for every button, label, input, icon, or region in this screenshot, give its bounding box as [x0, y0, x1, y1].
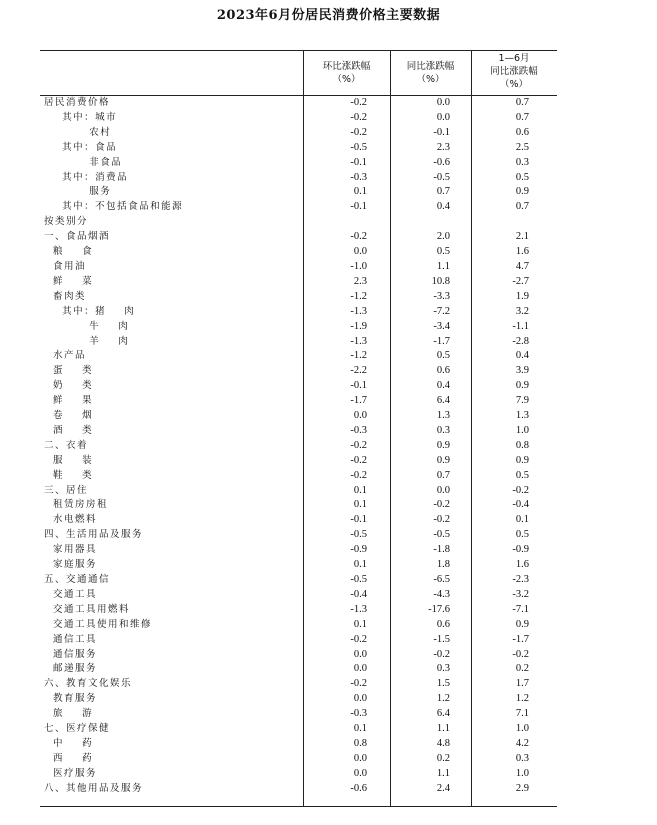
yoy-value: 6.4 [436, 708, 450, 720]
mom-value: 0.1 [353, 499, 367, 511]
header-mom-unit: （%） [332, 74, 361, 85]
table-row [40, 528, 557, 543]
table-row [40, 782, 557, 797]
table-row [40, 141, 557, 156]
row-label: 服务 [44, 186, 112, 198]
yoy-value: -0.5 [433, 171, 450, 183]
row-label: 羊 肉 [44, 335, 130, 347]
ytd-value: 0.4 [515, 350, 529, 362]
ytd-value: -0.2 [512, 648, 529, 660]
mom-value: -0.2 [350, 126, 367, 138]
yoy-value: 0.0 [436, 111, 450, 123]
row-label: 非食品 [44, 156, 123, 168]
yoy-value: -1.8 [433, 544, 450, 556]
yoy-value: 0.0 [436, 97, 450, 108]
ytd-value: 0.2 [515, 663, 529, 675]
ytd-value: 0.3 [515, 752, 529, 764]
table-row [40, 573, 557, 588]
header-ytd-unit: （%） [499, 79, 529, 90]
ytd-value: 2.5 [515, 141, 529, 153]
ytd-value: 4.2 [515, 737, 529, 749]
yoy-value: 0.2 [436, 752, 450, 764]
mom-value: 0.1 [353, 618, 367, 630]
mom-value: -0.6 [350, 782, 367, 794]
yoy-value: 0.3 [436, 663, 450, 675]
mom-value: -0.9 [350, 544, 367, 556]
ytd-value: 3.9 [515, 365, 529, 377]
yoy-value: 0.3 [436, 424, 450, 436]
row-label: 通信服务 [44, 648, 98, 660]
table-row [40, 677, 557, 692]
ytd-value: 0.7 [515, 201, 529, 213]
row-label: 家用器具 [44, 544, 98, 556]
yoy-value: 0.5 [436, 350, 450, 362]
ytd-value: 4.7 [515, 260, 529, 272]
mom-value: -0.2 [350, 678, 367, 690]
yoy-value: -17.6 [428, 603, 450, 615]
row-label: 鞋 类 [44, 469, 94, 481]
yoy-value: 1.5 [436, 678, 450, 690]
row-label: 家庭服务 [44, 559, 98, 571]
mom-value: -1.3 [350, 603, 367, 615]
ytd-value: 2.1 [515, 231, 529, 243]
ytd-value: 3.2 [515, 305, 529, 317]
yoy-value: 2.4 [436, 782, 450, 794]
yoy-value: 4.8 [436, 737, 450, 749]
row-label: 居民消费价格 [44, 97, 111, 108]
mom-value: -0.3 [350, 171, 367, 183]
row-label: 通信工具 [44, 633, 98, 645]
yoy-value: 0.9 [436, 439, 450, 451]
row-label: 四、生活用品及服务 [44, 529, 144, 541]
table-row [40, 454, 557, 469]
table-row [40, 364, 557, 379]
yoy-value: 1.2 [436, 693, 450, 705]
table-row [40, 96, 557, 111]
row-label: 租赁房房租 [44, 499, 109, 511]
ytd-value: 0.5 [515, 529, 529, 541]
table-row [40, 439, 557, 454]
row-label: 教育服务 [44, 693, 98, 705]
table-row [40, 335, 557, 350]
row-label: 卷 烟 [44, 410, 94, 422]
row-label: 蛋 类 [44, 365, 94, 377]
row-label: 食用油 [44, 260, 87, 272]
mom-value: 0.0 [353, 767, 367, 779]
row-label: 其中：城市 [44, 111, 118, 123]
ytd-value: 1.0 [515, 767, 529, 779]
table-row [40, 394, 557, 409]
table-row [40, 603, 557, 618]
table-row [40, 111, 557, 126]
ytd-value: 0.9 [515, 618, 529, 630]
ytd-value: 0.3 [515, 156, 529, 168]
table-row [40, 320, 557, 335]
table-bottom-rule [40, 806, 557, 807]
ytd-value: 0.5 [515, 469, 529, 481]
table-row [40, 648, 557, 663]
table-row [40, 588, 557, 603]
yoy-value: 0.6 [436, 365, 450, 377]
row-label: 邮递服务 [44, 663, 98, 675]
table-row [40, 498, 557, 513]
ytd-value: -3.2 [512, 588, 529, 600]
mom-value: -0.2 [350, 439, 367, 451]
yoy-value: 0.5 [436, 246, 450, 258]
yoy-value: -0.1 [433, 126, 450, 138]
ytd-value: 2.9 [515, 782, 529, 794]
ytd-value: 0.5 [515, 171, 529, 183]
yoy-value: 2.3 [436, 141, 450, 153]
table-row [40, 171, 557, 186]
mom-value: -0.5 [350, 141, 367, 153]
mom-value: -0.3 [350, 424, 367, 436]
mom-value: 0.0 [353, 693, 367, 705]
ytd-value: -7.1 [512, 603, 529, 615]
ytd-value: 0.1 [515, 514, 529, 526]
mom-value: -1.9 [350, 320, 367, 332]
mom-value: 0.0 [353, 663, 367, 675]
ytd-value: 7.9 [515, 395, 529, 407]
ytd-value: 0.9 [515, 186, 529, 198]
yoy-value: -6.5 [433, 574, 450, 585]
table-row [40, 200, 557, 215]
header-yoy [390, 60, 471, 86]
row-label: 其中：食品 [44, 141, 118, 153]
table-row [40, 558, 557, 573]
mom-value: 0.0 [353, 410, 367, 422]
row-label: 按类别分 [44, 216, 89, 228]
yoy-value: 0.0 [436, 484, 450, 496]
ytd-value: 0.7 [515, 97, 529, 108]
row-label: 六、教育文化娱乐 [44, 678, 133, 690]
table-row [40, 126, 557, 141]
yoy-value: 6.4 [436, 395, 450, 407]
yoy-value: -0.2 [433, 648, 450, 660]
row-label: 畜肉类 [44, 290, 87, 302]
ytd-value: -2.8 [512, 335, 529, 347]
mom-value: -1.7 [350, 395, 367, 407]
mom-value: -0.1 [350, 514, 367, 526]
ytd-value: 1.7 [515, 678, 529, 690]
row-label: 西 药 [44, 752, 94, 764]
yoy-value: 10.8 [431, 275, 450, 287]
row-label: 其中：消费品 [44, 171, 129, 183]
row-label: 八、其他用品及服务 [44, 782, 144, 794]
ytd-value: -1.1 [512, 320, 529, 332]
table-row [40, 424, 557, 439]
yoy-value: 0.9 [436, 454, 450, 466]
mom-value: 0.0 [353, 648, 367, 660]
ytd-value: 1.6 [515, 246, 529, 258]
table-row [40, 722, 557, 737]
yoy-value: -1.5 [433, 633, 450, 645]
table-row [40, 275, 557, 290]
mom-value: -0.4 [350, 588, 367, 600]
table-row [40, 767, 557, 782]
row-label: 中 药 [44, 737, 94, 749]
mom-value: 0.1 [353, 186, 367, 198]
row-label: 水产品 [44, 350, 87, 362]
ytd-value: 0.9 [515, 454, 529, 466]
table-row [40, 245, 557, 260]
ytd-value: -0.2 [512, 484, 529, 496]
table-row [40, 349, 557, 364]
mom-value: -1.3 [350, 335, 367, 347]
header-mom [303, 60, 390, 86]
yoy-value: 1.1 [436, 767, 450, 779]
row-label: 鲜 菜 [44, 275, 94, 287]
ytd-value: 7.1 [515, 708, 529, 720]
yoy-value: 0.6 [436, 618, 450, 630]
table-row [40, 215, 557, 230]
ytd-value: 1.0 [515, 424, 529, 436]
table-row [40, 305, 557, 320]
table-top-rule [40, 50, 557, 51]
header-yoy-unit: （%） [416, 74, 445, 85]
mom-value: -0.2 [350, 231, 367, 243]
row-label: 三、居住 [44, 484, 89, 496]
ytd-value: 1.0 [515, 723, 529, 735]
row-label: 牛 肉 [44, 320, 130, 332]
table-row [40, 692, 557, 707]
header-ytd-label: 同比涨跌幅 [490, 66, 538, 77]
mom-value: -0.2 [350, 111, 367, 123]
yoy-value: 2.0 [436, 231, 450, 243]
yoy-value: -0.6 [433, 156, 450, 168]
row-label: 七、医疗保健 [44, 723, 111, 735]
mom-value: -2.2 [350, 365, 367, 377]
mom-value: -1.0 [350, 260, 367, 272]
yoy-value: -3.3 [433, 290, 450, 302]
table-row [40, 484, 557, 499]
mom-value: 0.0 [353, 246, 367, 258]
table-row [40, 260, 557, 275]
row-label: 交通工具使用和维修 [44, 618, 153, 630]
mom-value: -0.3 [350, 708, 367, 720]
yoy-value: 0.7 [436, 186, 450, 198]
row-label: 医疗服务 [44, 767, 98, 779]
yoy-value: 1.1 [436, 723, 450, 735]
row-label: 五、交通通信 [44, 574, 111, 585]
table-row [40, 633, 557, 648]
yoy-value: -3.4 [433, 320, 450, 332]
ytd-value: 1.2 [515, 693, 529, 705]
ytd-value: 0.6 [515, 126, 529, 138]
mom-value: -0.2 [350, 633, 367, 645]
mom-value: -0.5 [350, 529, 367, 541]
table-row [40, 752, 557, 767]
row-label: 农村 [44, 126, 112, 138]
header-ytd [471, 52, 557, 91]
row-label: 其中：猪 肉 [44, 305, 136, 317]
mom-value: 0.8 [353, 737, 367, 749]
mom-value: 2.3 [353, 275, 367, 287]
row-label: 粮 食 [44, 246, 94, 258]
yoy-value: -1.7 [433, 335, 450, 347]
yoy-value: -7.2 [433, 305, 450, 317]
ytd-value: 1.3 [515, 410, 529, 422]
row-label: 交通工具 [44, 588, 98, 600]
table-row [40, 156, 557, 171]
table-row [40, 379, 557, 394]
row-label: 服 装 [44, 454, 94, 466]
ytd-value: 0.8 [515, 439, 529, 451]
mom-value: -0.1 [350, 201, 367, 213]
table-row [40, 707, 557, 722]
table-row [40, 409, 557, 424]
yoy-value: 0.4 [436, 380, 450, 392]
table-row [40, 618, 557, 633]
mom-value: 0.1 [353, 723, 367, 735]
mom-value: 0.1 [353, 484, 367, 496]
yoy-value: -0.2 [433, 499, 450, 511]
ytd-value: -2.3 [512, 574, 529, 585]
ytd-value: -1.7 [512, 633, 529, 645]
row-label: 交通工具用燃料 [44, 603, 131, 615]
mom-value: -0.2 [350, 97, 367, 108]
row-label: 酒 类 [44, 424, 94, 436]
yoy-value: 1.3 [436, 410, 450, 422]
table-row [40, 469, 557, 484]
ytd-value: 0.7 [515, 111, 529, 123]
mom-value: -0.1 [350, 380, 367, 392]
row-label: 鲜 果 [44, 395, 94, 407]
mom-value: 0.1 [353, 559, 367, 571]
ytd-value: 1.6 [515, 559, 529, 571]
yoy-value: 0.7 [436, 469, 450, 481]
table-row [40, 290, 557, 305]
row-label: 旅 游 [44, 708, 94, 720]
table-row [40, 230, 557, 245]
mom-value: -0.2 [350, 454, 367, 466]
yoy-value: -0.5 [433, 529, 450, 541]
yoy-value: -0.2 [433, 514, 450, 526]
yoy-value: 0.4 [436, 201, 450, 213]
mom-value: -1.2 [350, 290, 367, 302]
yoy-value: 1.8 [436, 559, 450, 571]
ytd-value: -0.4 [512, 499, 529, 511]
page-title: 2023年6月份居民消费价格主要数据 [216, 8, 441, 23]
mom-value: -1.2 [350, 350, 367, 362]
row-label: 水电燃料 [44, 514, 98, 526]
ytd-value: 1.9 [515, 290, 529, 302]
header-ytd-period: 1—6月 [498, 53, 530, 64]
row-label: 奶 类 [44, 380, 94, 392]
table-row [40, 662, 557, 677]
yoy-value: 1.1 [436, 260, 450, 272]
table-row [40, 737, 557, 752]
mom-value: 0.0 [353, 752, 367, 764]
yoy-value: -4.3 [433, 588, 450, 600]
table-row [40, 543, 557, 558]
row-label: 一、食品烟酒 [44, 231, 111, 243]
mom-value: -0.5 [350, 574, 367, 585]
ytd-value: -0.9 [512, 544, 529, 556]
table-row [40, 513, 557, 528]
header-mom-label: 环比涨跌幅 [322, 61, 371, 72]
mom-value: -0.2 [350, 469, 367, 481]
table-body [40, 95, 557, 797]
ytd-value: -2.7 [512, 275, 529, 287]
row-label: 二、衣着 [44, 439, 89, 451]
mom-value: -0.1 [350, 156, 367, 168]
row-label: 其中：不包括食品和能源 [44, 201, 184, 213]
mom-value: -1.3 [350, 305, 367, 317]
ytd-value: 0.9 [515, 380, 529, 392]
header-yoy-label: 同比涨跌幅 [406, 61, 455, 72]
table-row [40, 185, 557, 200]
